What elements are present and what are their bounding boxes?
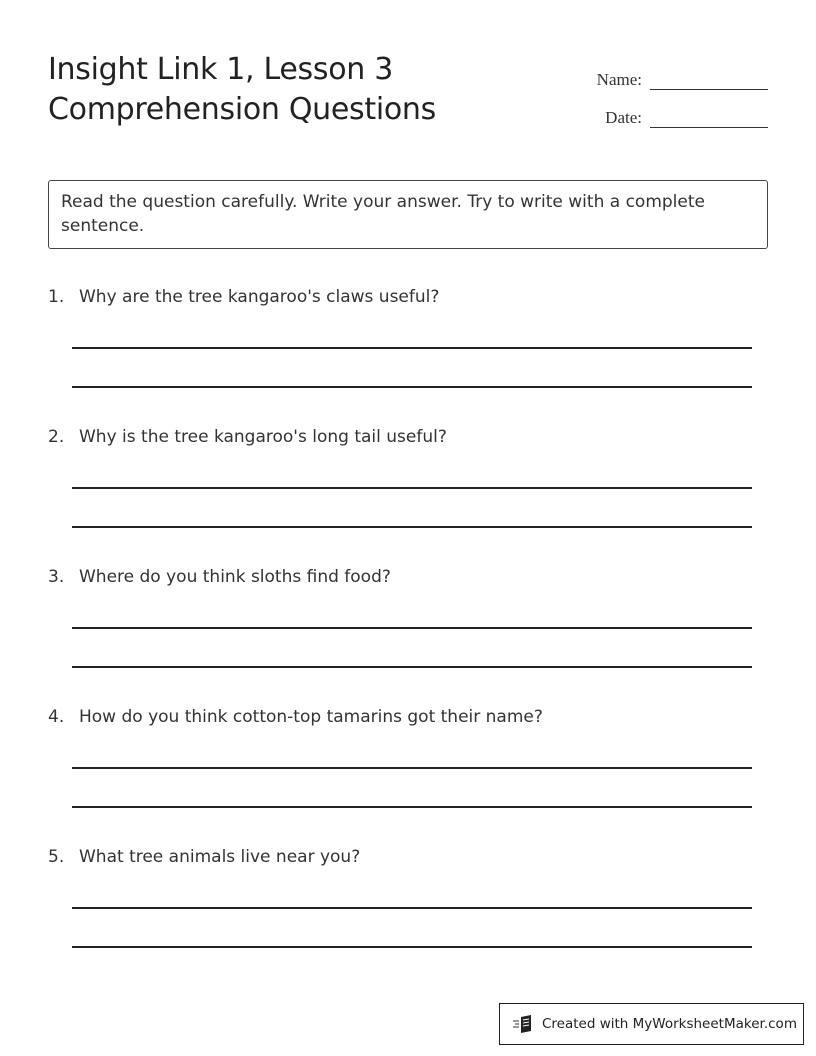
- answer-line[interactable]: [72, 946, 752, 948]
- answer-line[interactable]: [72, 666, 752, 668]
- answer-line[interactable]: [72, 627, 752, 629]
- question-number: 5.: [48, 847, 65, 867]
- instructions-box: Read the question carefully. Write your answer. Try to write with a complete sentence.: [48, 180, 768, 249]
- question-list: [48, 284, 752, 984]
- answer-line[interactable]: [72, 907, 752, 909]
- date-field[interactable]: [650, 105, 768, 128]
- question-text: How do you think cotton-top tamarins got their name?: [79, 707, 543, 727]
- question-number: 4.: [48, 707, 65, 727]
- worksheet-logo-icon: [512, 1014, 534, 1034]
- name-row: [597, 52, 768, 90]
- page-title: [48, 50, 436, 130]
- footer-credit[interactable]: [499, 1003, 804, 1045]
- question-text: Why are the tree kangaroo's claws useful?: [79, 287, 440, 307]
- title-line-1: Insight Link 1, Lesson 3: [48, 52, 394, 87]
- answer-line[interactable]: [72, 386, 752, 388]
- date-label: Date:: [605, 108, 642, 127]
- question-item: [48, 284, 752, 424]
- date-row: [597, 90, 768, 128]
- question-item: [48, 704, 752, 844]
- question-text: Why is the tree kangaroo's long tail useful?: [79, 427, 447, 447]
- answer-line[interactable]: [72, 806, 752, 808]
- question-number: 1.: [48, 287, 65, 307]
- question-item: [48, 844, 752, 984]
- student-info: [597, 52, 768, 128]
- question-item: [48, 424, 752, 564]
- name-field[interactable]: [650, 67, 768, 90]
- answer-line[interactable]: [72, 767, 752, 769]
- name-label: Name:: [596, 70, 642, 89]
- answer-line[interactable]: [72, 487, 752, 489]
- question-item: [48, 564, 752, 704]
- question-text: What tree animals live near you?: [79, 847, 361, 867]
- answer-line[interactable]: [72, 526, 752, 528]
- question-number: 2.: [48, 427, 65, 447]
- question-text: Where do you think sloths find food?: [79, 567, 391, 587]
- question-number: 3.: [48, 567, 65, 587]
- title-line-2: Comprehension Questions: [48, 92, 436, 127]
- footer-text: Created with MyWorksheetMaker.com: [542, 1016, 797, 1032]
- answer-line[interactable]: [72, 347, 752, 349]
